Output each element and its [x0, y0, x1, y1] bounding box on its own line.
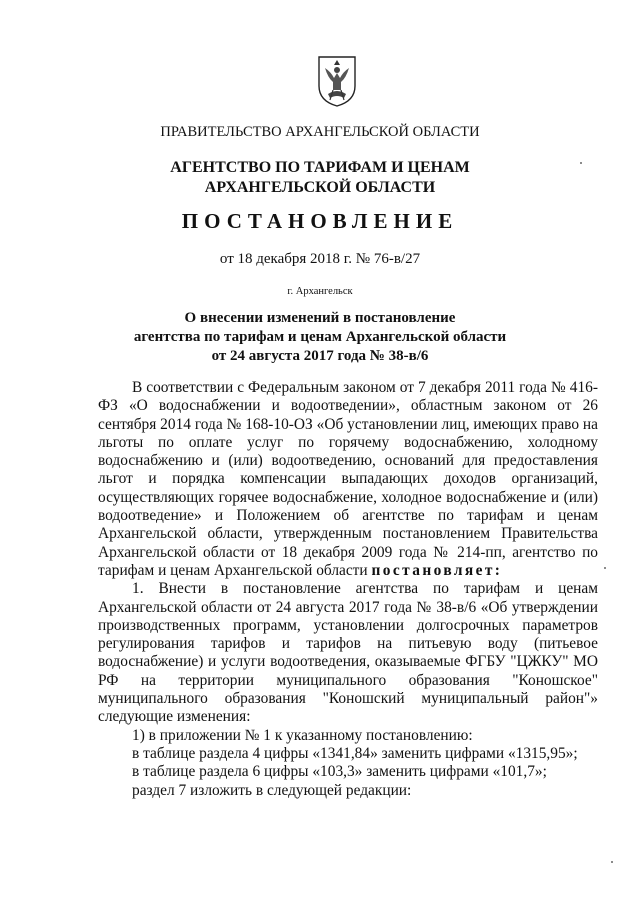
sub-item-paragraph: раздел 7 изложить в следующей редакции: — [132, 781, 412, 799]
subject-line: агентства по тарифам и ценам Архангельской области — [133, 329, 507, 345]
decree-word: постановляет: — [371, 561, 503, 579]
scan-speck — [580, 162, 582, 164]
agency-name-line: АГЕНТСТВО ПО ТАРИФАМ И ЦЕНАМ — [170, 159, 470, 176]
agency-name-line: АРХАНГЕЛЬСКОЙ ОБЛАСТИ — [204, 179, 436, 196]
preamble-text: В соответствии с Федеральным законом от 7 декабря 2011 года № 416-ФЗ «О водоснабжении и водоотведении», областным законом от 26 сентября 2014 года № 168-10-ОЗ «Об установлении лиц, имеющих право на льготы по оплате услуг по горячему водоснабжению, холодному водоснабжению и (или) водоотведению, оснований для предоставления льгот и порядка компенсации выпадающих доходов организаций, осуществляющих горячее водоснабжение, холодное водоснабжение и (или) водоотведение» и Положением об агентстве по тарифам и ценам Архангельской области, утвержденным постановлением Правительства Архангельской области от 18 декабря 2009 года № 214-пп, агентство по тарифам и ценам Архангельской области — [98, 379, 598, 579]
document-body — [98, 379, 598, 800]
coat-of-arms-icon — [316, 54, 358, 108]
subject-line: О внесении изменений в постановление — [184, 310, 456, 326]
agency-name — [0, 158, 640, 198]
sub-item-paragraph: 1) в приложении № 1 к указанному постановлению: — [132, 726, 473, 744]
scan-speck — [604, 567, 606, 569]
document-subject — [0, 309, 640, 366]
document-title: ПОСТАНОВЛЕНИЕ — [181, 209, 459, 233]
scan-speck — [611, 861, 613, 863]
item-1-paragraph: 1. Внести в постановление агентства по тарифам и ценам Архангельской области от 24 августа 2017 года № 38-в/6 «Об утверждении производственных программ, установлении долгосрочных параметров регулирования тарифов и тарифов на питьевую воду (питьевое водоснабжение) и услуги водоотведения, оказываемые ФГБУ "ЦЖКУ" МО РФ на территории муниципального образования "Коношское" муниципального образования "Коношский муниципальный район"» следующие изменения: — [98, 580, 598, 726]
government-name: ПРАВИТЕЛЬСТВО АРХАНГЕЛЬСКОЙ ОБЛАСТИ — [160, 124, 480, 140]
sub-item-paragraph: в таблице раздела 4 цифры «1341,84» заменить цифрами «1315,95»; — [132, 744, 578, 762]
subject-line: от 24 августа 2017 года № 38-в/6 — [211, 348, 429, 364]
preamble-paragraph — [98, 379, 598, 580]
sub-item-paragraph: в таблице раздела 6 цифры «103,3» заменить цифрами «101,7»; — [132, 763, 547, 781]
document-city: г. Архангельск — [287, 286, 353, 297]
document-date-number: от 18 декабря 2018 г. № 76-в/27 — [219, 251, 421, 267]
